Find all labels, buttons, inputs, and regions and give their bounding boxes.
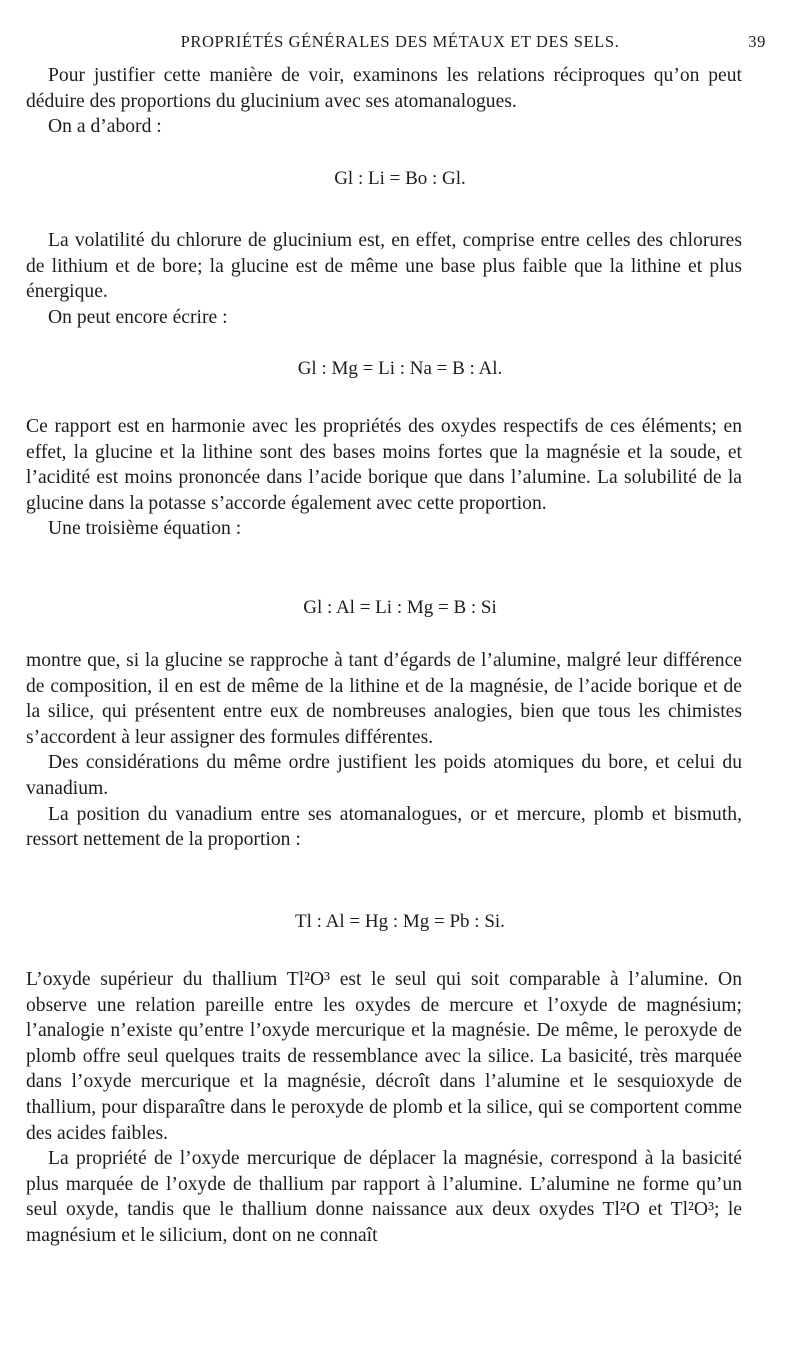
text-block-5 [26,967,742,1249]
text-block-3 [26,414,742,542]
paragraph: On peut encore écrire : [48,306,228,328]
paragraph: Une troisième équation : [48,518,242,540]
paragraph: Des considérations du même ordre justifient les poids atomiques du bore, et celui du vanadium. [26,752,742,799]
paragraph: On a d’abord : [48,116,162,138]
text-block-4 [26,648,742,853]
header-title: PROPRIÉTÉS GÉNÉRALES DES MÉTAUX ET DES SELS. [180,32,620,51]
running-header [0,32,800,54]
paragraph: La volatilité du chlorure de glucinium est, en effet, comprise entre celles des chlorures de lithium et de bore; la glucine est de même une base plus faible que la lithine et plus énergique. [26,230,742,303]
text-block-1 [26,63,742,140]
text-block-2 [26,228,742,330]
paragraph: Ce rapport est en harmonie avec les propriétés des oxydes respectifs de ces éléments; en effet, la glucine et la lithine sont des bases moins fortes que la magnésie et la soude, et l’acidité est moins prononcée dans l’acide borique que dans l’alumine. La solubilité de la glucine dans la potasse s’accorde également avec cette proportion. [26,416,742,514]
paragraph: montre que, si la glucine se rapproche à tant d’égards de l’alumine, malgré leur différence de composition, il en est de même de la lithine et de la magnésie, de l’acide borique et de la silice, qui présentent entre eux de nombreuses analogies, bien que tous les chimistes s’accordent à leur assigner des formules différentes. [26,650,742,748]
equation: Gl : Mg = Li : Na = B : Al. [297,358,503,379]
equation: Tl : Al = Hg : Mg = Pb : Si. [295,911,505,932]
equation: Gl : Li = Bo : Gl. [334,168,466,189]
paragraph: La propriété de l’oxyde mercurique de déplacer la magnésie, correspond à la basicité plus marquée de l’oxyde de thallium par rapport à l’alumine. L’alumine ne forme qu’un seul oxyde, tandis que le thallium donne naissance aux deux oxydes Tl²O et Tl²O³; le magnésium et le silicium, dont on ne connaît [26,1148,742,1246]
paragraph: Pour justifier cette manière de voir, examinons les relations réciproques qu’on peut déduire des proportions du glucinium avec ses atomanalogues. [26,65,742,112]
paragraph: La position du vanadium entre ses atomanalogues, or et mercure, plomb et bismuth, ressort nettement de la proportion : [26,803,742,851]
equation: Gl : Al = Li : Mg = B : Si [303,597,497,618]
paragraph: L’oxyde supérieur du thallium Tl²O³ est le seul qui soit comparable à l’alumine. On observe une relation pareille entre les oxydes de mercure et l’oxyde de magnésium; l’analogie n’existe qu’entre l’oxyde mercurique et la magnésie. De même, le peroxyde de plomb offre seul quelques traits de ressemblance avec la silice. La basicité, très marquée dans l’oxyde mercurique et la magnésie, décroît dans l’alumine et le sesquioxyde de thallium, pour disparaître dans le peroxyde de plomb et la silice, qui se comportent comme des acides faibles. [26,969,742,1144]
page-number: 39 [748,32,766,51]
